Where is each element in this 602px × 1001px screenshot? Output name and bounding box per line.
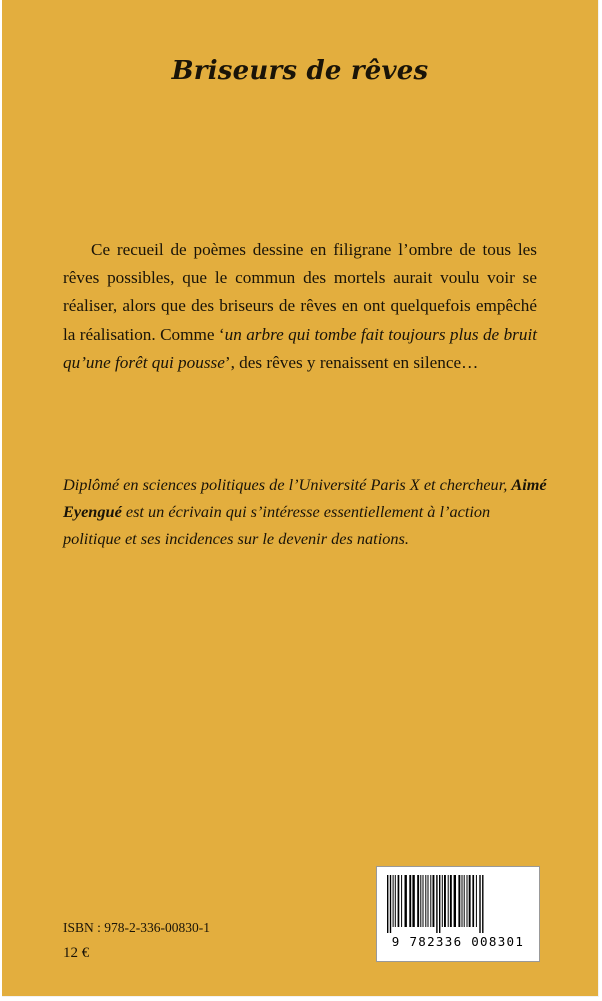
barcode-bar: [423, 875, 424, 927]
summary-quote: un arbre qui tombe fait toujours plus de bruit qu’une forêt qui pousse: [63, 324, 538, 372]
barcode-bar: [420, 875, 421, 927]
barcode-bar: [405, 875, 407, 927]
barcode-bar: [433, 875, 435, 927]
barcode-digits: 9 782336 008301: [391, 934, 525, 949]
barcode-bar: [430, 875, 431, 927]
barcode-bar: [425, 875, 426, 927]
summary-text-end: ’, des rêves y renaissent en silence…: [224, 352, 479, 372]
barcode-bar: [417, 875, 419, 927]
price-label: 12 €: [63, 945, 90, 961]
barcode-bar: [436, 875, 437, 933]
barcode-bar: [412, 875, 414, 927]
barcode-bar: [464, 875, 465, 927]
author-bio: [63, 471, 547, 552]
summary-text-start: Ce recueil de poèmes dessine en filigrane l’ombre de tous les rêves possibles, que le commun des mortels aurait voulu voir se réaliser, alors que des briseurs de rêves en ont quelquefois empêché la réalisation. Comme ‘: [63, 240, 537, 344]
barcode-bar: [409, 875, 411, 927]
isbn-label: ISBN : 978-2-336-00830-1: [63, 920, 210, 935]
barcode: [376, 866, 540, 962]
barcode-bar: [458, 875, 460, 927]
barcode-bar: [450, 875, 452, 927]
book-title: Briseurs de rêves: [171, 56, 429, 86]
barcode-bar: [454, 875, 456, 927]
barcode-bar: [442, 875, 443, 927]
bio-text-end: est un écrivain qui s’intéresse essentiellement à l’action politique et ses incidences sur le devenir des nations.: [63, 502, 491, 548]
barcode-bar: [387, 875, 388, 933]
bio-text-start: Diplômé en sciences politiques de l’Université Paris X et chercheur,: [63, 475, 512, 494]
barcode-bar: [476, 875, 477, 927]
barcode-bar: [398, 875, 400, 927]
barcode-bar: [479, 875, 480, 933]
author-name: Aimé Eyengué: [63, 475, 547, 521]
barcode-bar: [395, 875, 396, 927]
barcode-bar: [448, 875, 449, 927]
barcode-bar: [462, 875, 463, 927]
barcode-bar: [428, 875, 429, 927]
barcode-bar: [439, 875, 440, 933]
barcode-bar: [472, 875, 474, 927]
barcode-bar: [390, 875, 391, 933]
barcode-bar: [467, 875, 468, 927]
barcode-bars: [385, 875, 531, 933]
barcode-bar: [444, 875, 446, 927]
summary-paragraph: [63, 236, 537, 377]
barcode-bar: [469, 875, 471, 927]
back-cover: [2, 0, 599, 997]
barcode-bar: [482, 875, 483, 933]
barcode-bar: [393, 875, 394, 927]
barcode-bar: [401, 875, 402, 927]
